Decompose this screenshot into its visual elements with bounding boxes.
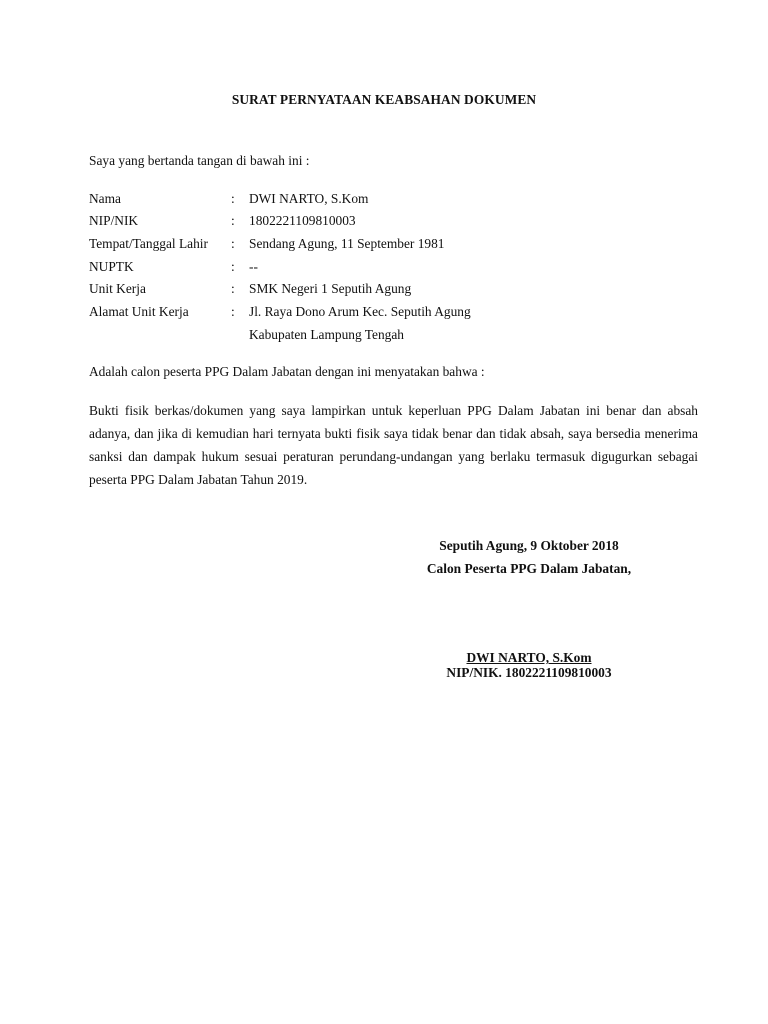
signature-place-date: Seputih Agung, 9 Oktober 2018: [439, 538, 619, 553]
field-label: Nama: [89, 191, 121, 206]
field-value: Sendang Agung, 11 September 1981: [249, 236, 445, 251]
statement-intro: Adalah calon peserta PPG Dalam Jabatan dengan ini menyatakan bahwa :: [89, 364, 485, 379]
signature-nip: NIP/NIK. 1802221109810003: [446, 665, 612, 680]
field-colon: :: [231, 281, 235, 296]
field-label: Unit Kerja: [89, 281, 146, 296]
field-value: --: [249, 259, 258, 274]
field-label: Alamat Unit Kerja: [89, 304, 189, 319]
field-colon: :: [231, 236, 235, 251]
field-label: NIP/NIK: [89, 213, 139, 228]
field-value: DWI NARTO, S.Kom: [249, 191, 369, 206]
address-line-2: Kabupaten Lampung Tengah: [249, 327, 404, 342]
field-label: NUPTK: [89, 259, 134, 274]
document-title: SURAT PERNYATAAN KEABSAHAN DOKUMEN: [231, 92, 537, 107]
field-value: SMK Negeri 1 Seputih Agung: [249, 281, 412, 296]
signature-name: DWI NARTO, S.Kom: [466, 650, 592, 665]
field-value: Jl. Raya Dono Arum Kec. Seputih Agung: [249, 304, 471, 319]
field-value: 1802221109810003: [249, 213, 356, 228]
field-label: Tempat/Tanggal Lahir: [89, 236, 208, 251]
field-colon: :: [231, 213, 235, 228]
field-colon: :: [231, 259, 235, 274]
signature-role: Calon Peserta PPG Dalam Jabatan,: [426, 561, 632, 576]
intro-text: Saya yang bertanda tangan di bawah ini :: [89, 153, 310, 168]
field-colon: :: [231, 304, 235, 319]
field-colon: :: [231, 191, 235, 206]
statement-body: Bukti fisik berkas/dokumen yang saya lampirkan untuk keperluan PPG Dalam Jabatan ini benar dan absah adanya, dan jika di kemudian hari ternyata bukti fisik saya tidak benar dan tidak absah, saya bersedia menerima sanksi dan dampak hukum sesuai peraturan perundang-undangan yang berlaku termasuk digugurkan sebagai peserta PPG Dalam Jabatan Tahun 2019.: [89, 403, 698, 487]
